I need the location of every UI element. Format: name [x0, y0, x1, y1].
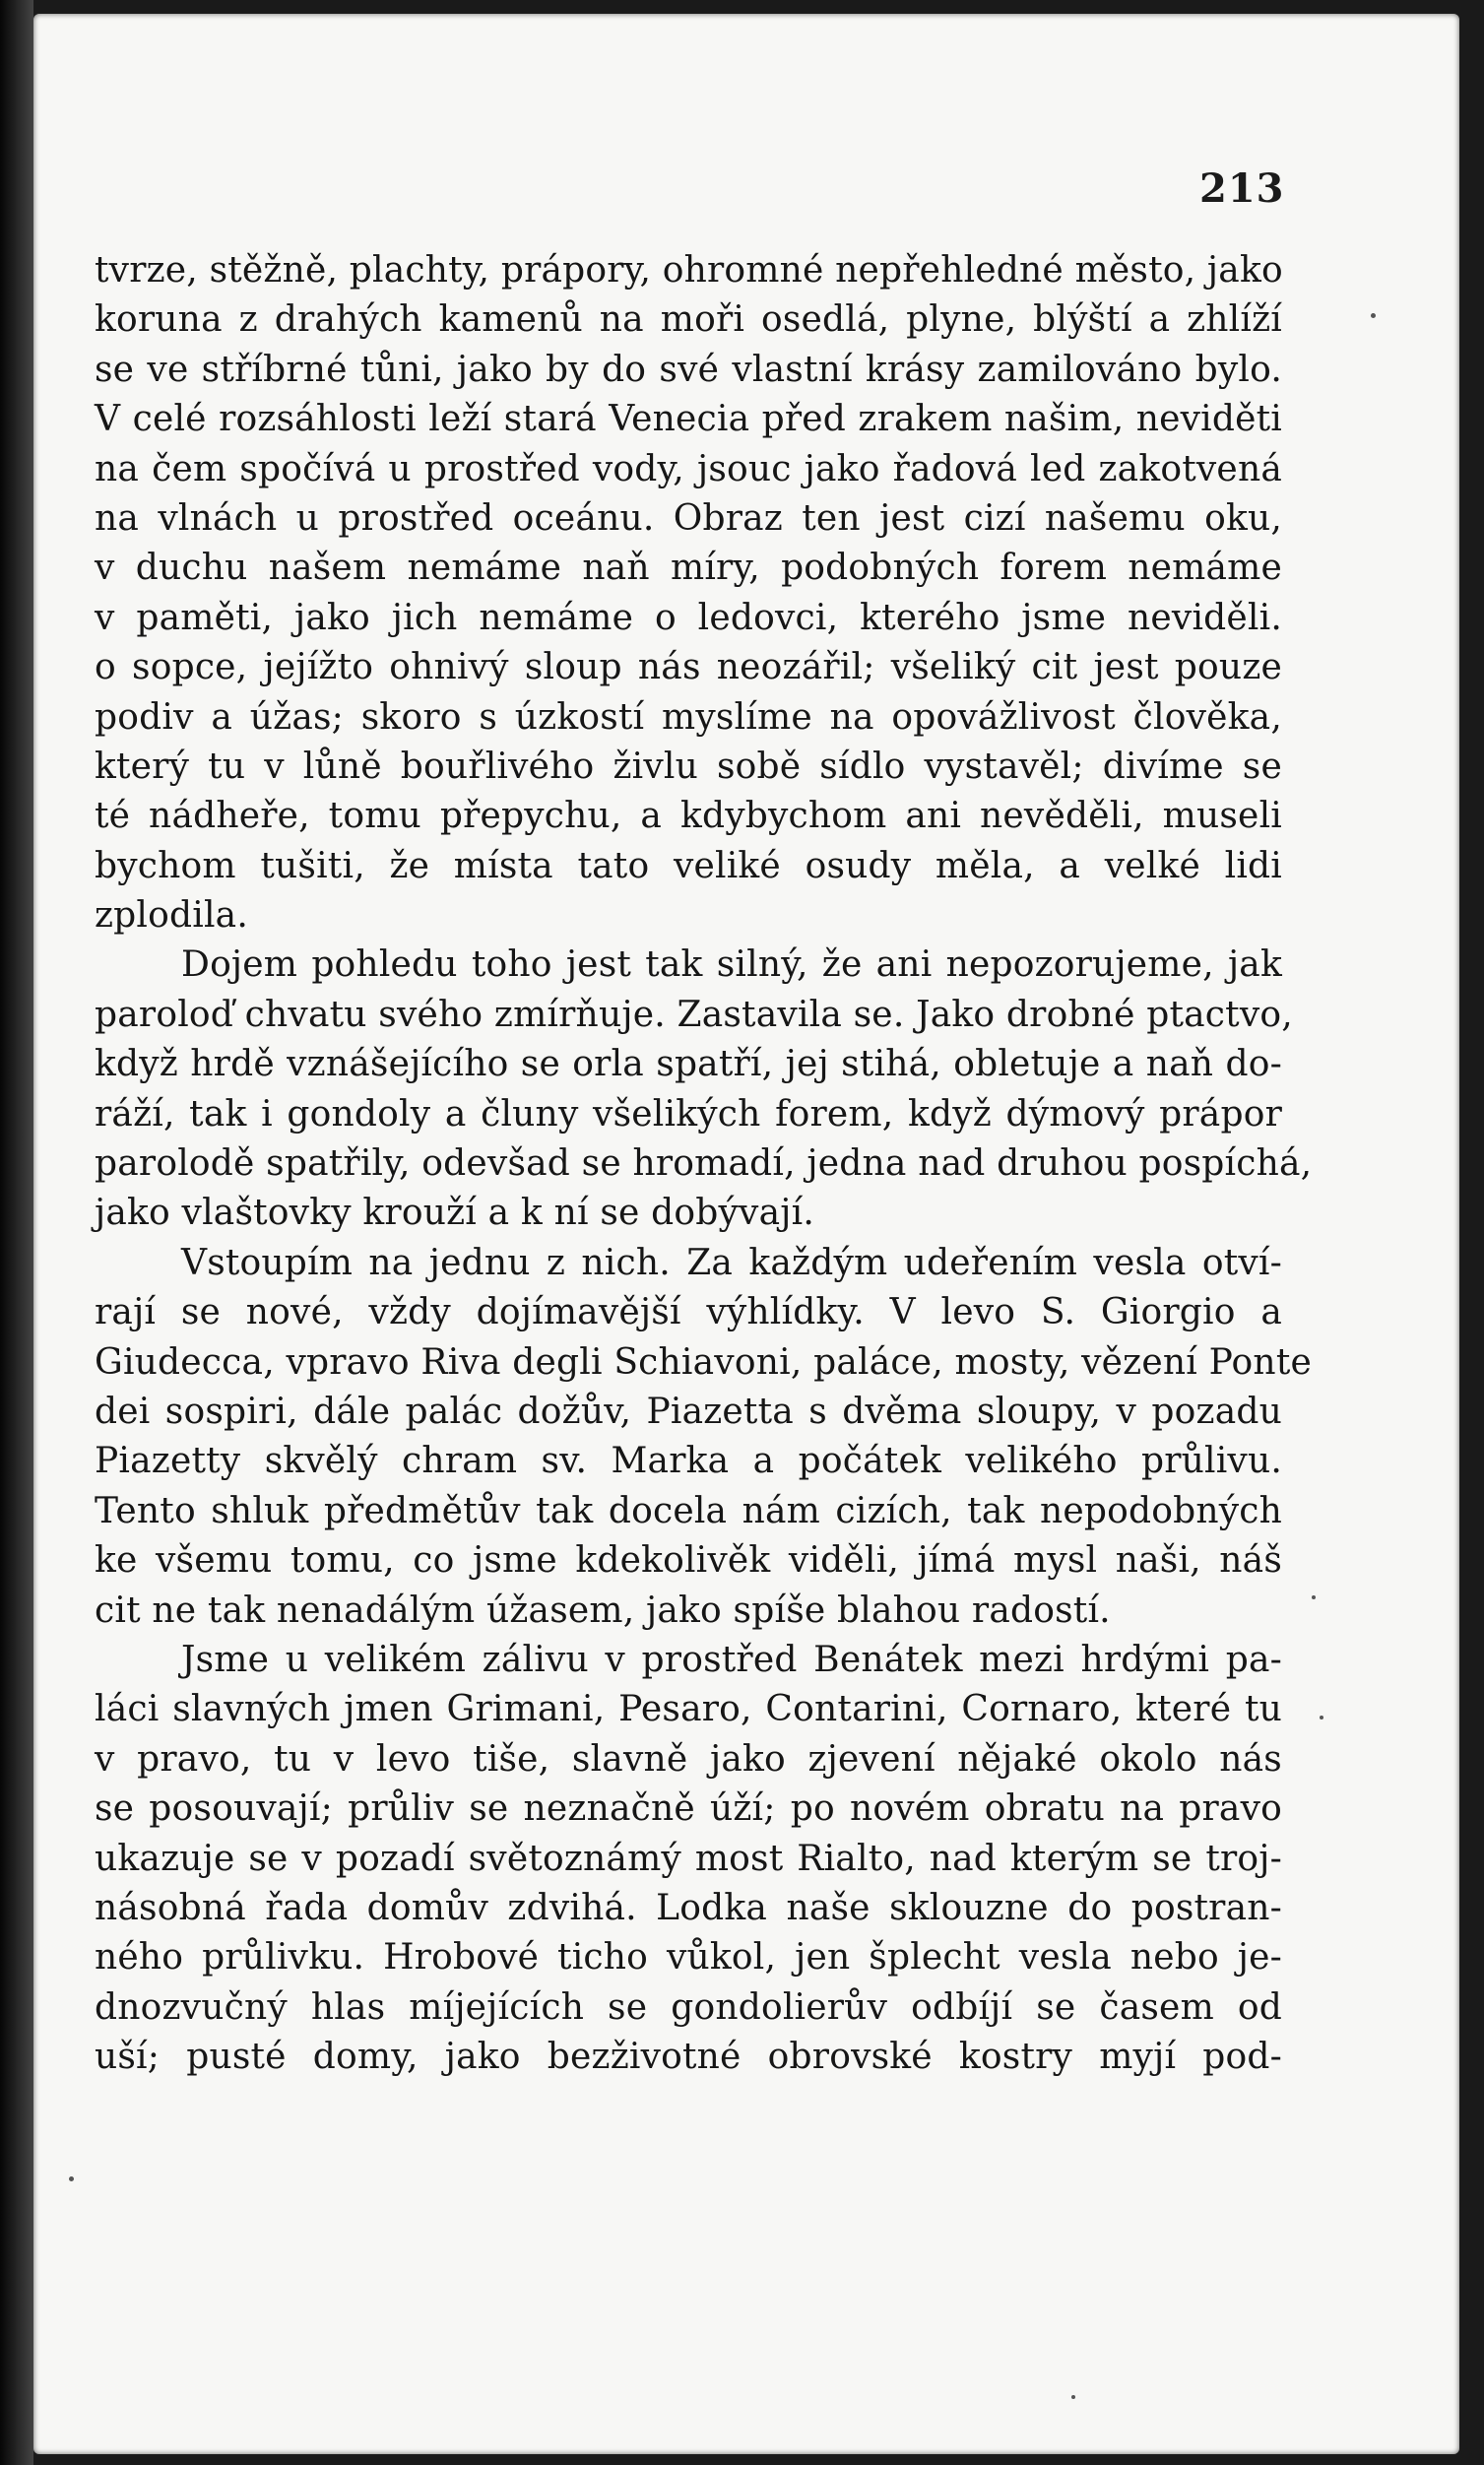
body-text: [95, 246, 1313, 2082]
text-line: Piazetty skvělý chram sv. Marka a počátek velikého průlivu.: [95, 1441, 1282, 1482]
text-line: koruna z drahých kamenů na moři osedlá, plyne, blýští a zhlíží: [95, 299, 1282, 341]
text-line: se ve stříbrné tůni, jako by do své vlastní krásy zamilováno bylo.: [95, 349, 1282, 390]
text-line: podiv a úžas; skoro s úzkostí myslíme na opovážlivost člověka,: [95, 696, 1282, 738]
text-line: uší; pusté domy, jako bezživotné obrovské kostry myjí pod-: [95, 2037, 1282, 2078]
scan-speck: [1371, 313, 1376, 318]
text-line: rají se nové, vždy dojímavější výhlídky. V levo S. Giorgio a: [95, 1292, 1282, 1333]
text-line: dnozvučný hlas míjejících se gondolierův odbíjí se časem od: [95, 1986, 1282, 2028]
text-line: Dojem pohledu toho jest tak silný, že ani nepozorujeme, jak: [181, 944, 1282, 986]
text-line: Giudecca, vpravo Riva degli Schiavoni, paláce, mosty, vězení Ponte: [95, 1341, 1312, 1383]
text-line: ného průlivku. Hrobové ticho vůkol, jen šplecht vesla nebo je-: [95, 1937, 1282, 1978]
text-line: Tento shluk předmětův tak docela nám cizích, tak nepodobných: [95, 1490, 1282, 1531]
text-line: V celé rozsáhlosti leží stará Venecia před zrakem našim, neviděti: [95, 399, 1282, 440]
text-line: ráží, tak i gondoly a čluny všelikých forem, když dýmový prápor: [95, 1093, 1282, 1135]
text-line: paroloď chvatu svého zmírňuje. Zastavila se. Jako drobné ptactvo,: [95, 994, 1293, 1035]
scan-speck: [69, 2176, 74, 2181]
text-line: násobná řada domův zdvihá. Lodka naše sklouzne do postran-: [95, 1887, 1282, 1928]
text-line: Jsme u velikém zálivu v prostřed Benátek mezi hrdými pa-: [181, 1639, 1282, 1680]
scan-left-edge: [0, 0, 33, 2465]
text-line: jako vlaštovky krouží a k ní se dobývají.: [95, 1193, 814, 1234]
text-line: bychom tušiti, že místa tato veliké osudy měla, a velké lidi: [95, 845, 1282, 886]
text-line: ukazuje se v pozadí světoznámý most Rialto, nad kterým se troj-: [95, 1838, 1282, 1879]
text-line: Vstoupím na jednu z nich. Za každým udeřením vesla otví-: [181, 1242, 1282, 1283]
text-line: té nádheře, tomu přepychu, a kdybychom ani nevěděli, museli: [95, 796, 1282, 837]
scan-speck: [1312, 1595, 1316, 1599]
text-line: v pravo, tu v levo tiše, slavně jako zjevení nějaké okolo nás: [95, 1738, 1282, 1780]
scan-speck: [1071, 2395, 1075, 2399]
text-line: parolodě spatřily, odevšad se hromadí, jedna nad druhou pospíchá,: [95, 1143, 1313, 1185]
text-line: láci slavných jmen Grimani, Pesaro, Contarini, Cornaro, které tu: [95, 1689, 1282, 1730]
text-line: na vlnách u prostřed oceánu. Obraz ten jest cizí našemu oku,: [95, 497, 1282, 539]
page-number: 213: [1199, 165, 1285, 212]
text-line: který tu v lůně bouřlivého živlu sobě sídlo vystavěl; divíme se: [95, 746, 1282, 787]
scan-speck: [1320, 1716, 1323, 1719]
text-line: v paměti, jako jich nemáme o ledovci, kterého jsme neviděli.: [95, 597, 1282, 638]
text-line: dei sospiri, dále palác dožův, Piazetta s dvěma sloupy, v pozadu: [95, 1391, 1282, 1432]
text-line: v duchu našem nemáme naň míry, podobných forem nemáme: [95, 548, 1282, 589]
text-line: se posouvají; průliv se neznačně úží; po novém obratu na pravo: [95, 1788, 1282, 1830]
text-line: zplodila.: [95, 895, 248, 937]
text-line: na čem spočívá u prostřed vody, jsouc jako řadová led zakotvená: [95, 448, 1282, 489]
text-line: tvrze, stěžně, plachty, prápory, ohromné nepřehledné město, jako: [95, 250, 1283, 291]
text-line: ke všemu tomu, co jsme kdekolivěk viděli, jímá mysl naši, náš: [95, 1540, 1282, 1582]
text-line: o sopce, jejížto ohnivý sloup nás neozářil; všeliký cit jest pouze: [95, 647, 1282, 688]
text-line: cit ne tak nenadálým úžasem, jako spíše blahou radostí.: [95, 1589, 1111, 1631]
text-line: když hrdě vznášejícího se orla spatří, jej stihá, obletuje a naň do-: [95, 1044, 1282, 1085]
